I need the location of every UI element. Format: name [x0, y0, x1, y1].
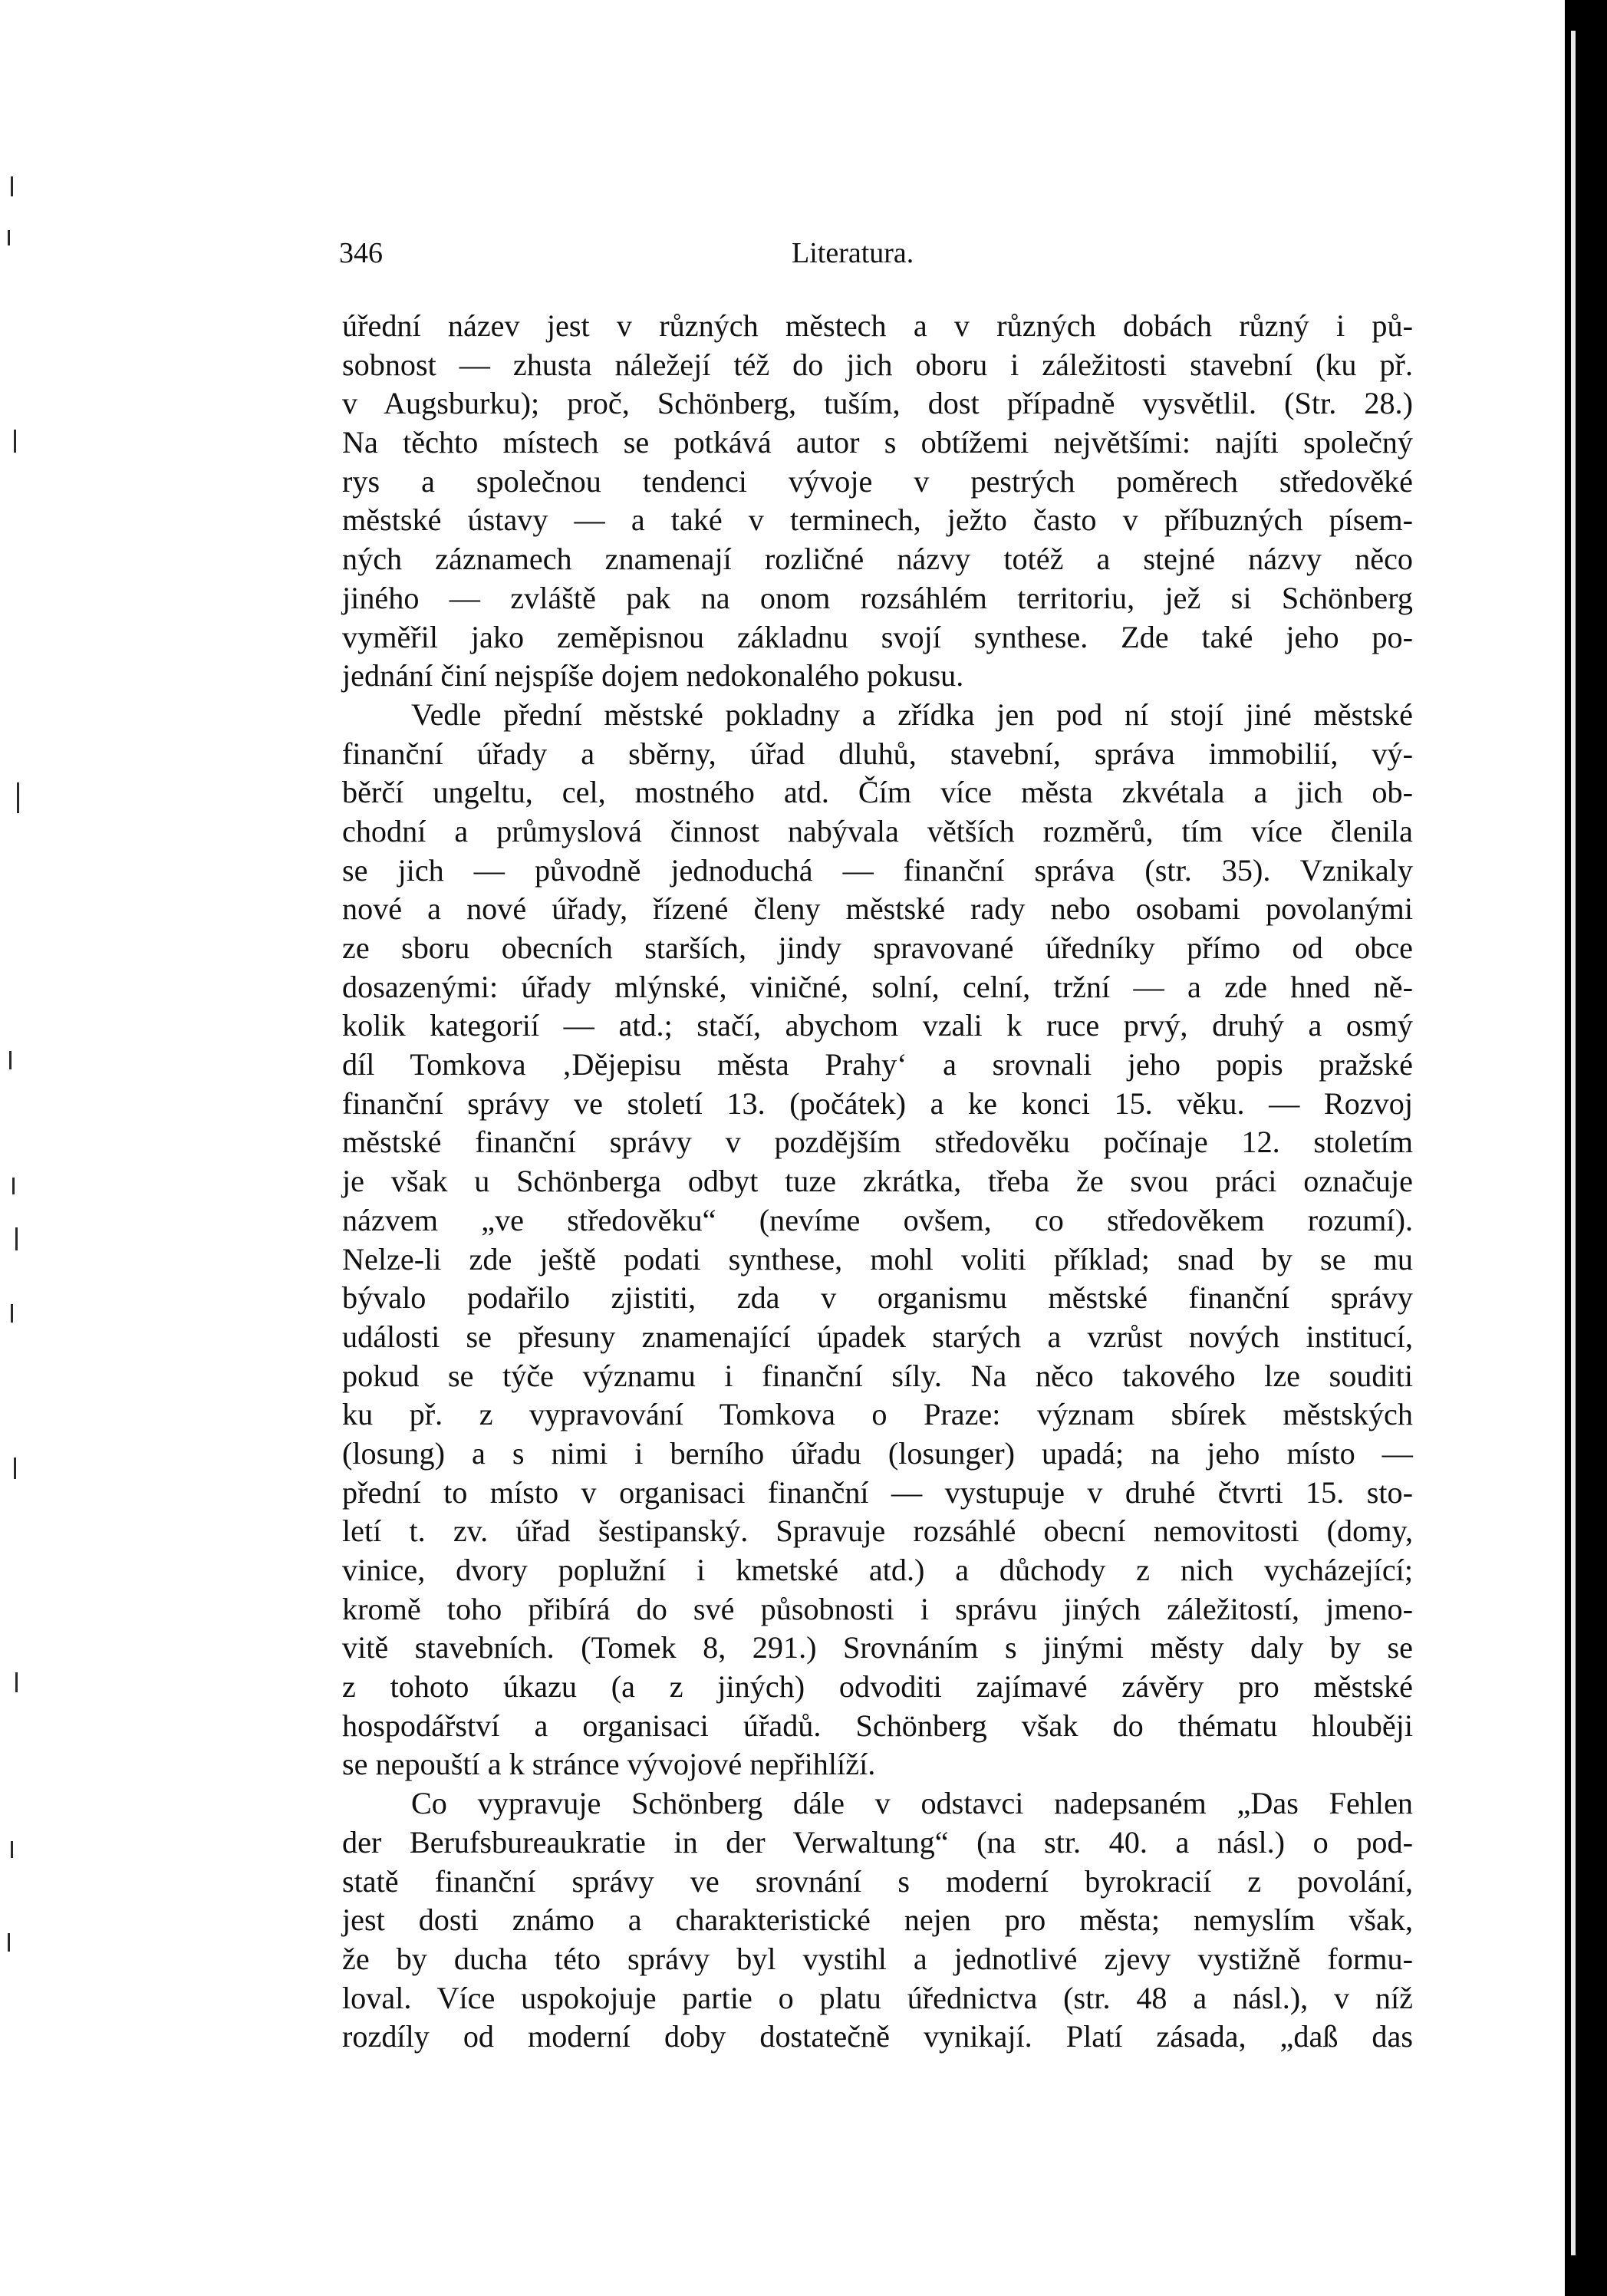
text-line: sobnost — zhusta náležejí též do jich oboru i záležitosti stavební (ku př.: [342, 347, 1413, 382]
text-line: městské finanční správy v pozdějším středověku počínaje 12. stoletím: [342, 1125, 1413, 1160]
text-line: vinice, dvory poplužní i kmetské atd.) a důchody z nich vycházející;: [342, 1553, 1413, 1587]
text-line: der Berufsbureaukratie in der Verwaltung“ (na str. 40. a násl.) o pod-: [342, 1824, 1413, 1860]
paragraph: [342, 307, 1413, 696]
text-line: ze sboru obecních starších, jindy spravované úředníky přímo od obce: [342, 931, 1413, 965]
running-title: Literatura.: [792, 237, 914, 269]
text-line: že by ducha této správy byl vystihl a jednotlivé zjevy vystižně formu-: [342, 1941, 1413, 1976]
text-line: rys a společnou tendenci vývoje v pestrých poměrech středověké: [342, 463, 1413, 499]
text-line: jednání činí nejspíše dojem nedokonalého pokusu.: [342, 658, 964, 693]
text-line: Vedle přední městské pokladny a zřídka jen pod ní stojí jiné městské: [411, 697, 1413, 732]
text-line: vitě stavebních. (Tomek 8, 291.) Srovnáním s jinými městy daly by se: [342, 1630, 1413, 1665]
text-line: v Augsburku); proč, Schönberg, tuším, dost případně vysvětlil. (Str. 28.): [342, 386, 1413, 421]
text-line: úřední název jest v různých městech a v různých dobách různý i pů-: [342, 308, 1413, 343]
text-line: je však u Schönberga odbyt tuze zkrátka, třeba že svou práci označuje: [342, 1164, 1413, 1199]
text-line: letí t. zv. úřad šestipanský. Spravuje rozsáhlé obecní nemovitosti (domy,: [342, 1514, 1413, 1549]
text-line: rozdíly od moderní doby dostatečně vynikají. Platí zásada, „daß das: [342, 2019, 1413, 2054]
text-line: události se přesuny znamenající úpadek starých a vzrůst nových institucí,: [342, 1319, 1413, 1354]
text-line: městské ústavy — a také v terminech, ježto často v příbuzných písem-: [342, 502, 1413, 538]
text-line: kromě toho přibírá do své působnosti i správu jiných záležitostí, jmeno-: [342, 1591, 1413, 1626]
text-line: ných záznamech znamenají rozličné názvy totéž a stejné názvy něco: [342, 542, 1413, 577]
text-line: ku př. z vypravování Tomkova o Praze: význam sbírek městských: [342, 1397, 1413, 1432]
text-line: dosazenými: úřady mlýnské, viničné, solní, celní, tržní — a zde hned ně-: [342, 969, 1413, 1004]
text-line: vyměřil jako zeměpisnou základnu svojí synthese. Zde také jeho po-: [342, 619, 1413, 654]
text-line: nové a nové úřady, řízené členy městské rady nebo osobami povolanými: [342, 891, 1413, 927]
text-line: chodní a průmyslová činnost nabývala větších rozměrů, tím více členila: [342, 813, 1413, 848]
paragraph: [342, 1784, 1413, 2057]
text-line: Na těchto místech se potkává autor s obtížemi největšími: najíti společný: [342, 425, 1413, 460]
text-line: názvem „ve středověku“ (nevíme ovšem, co středověkem rozumí).: [342, 1202, 1413, 1237]
text-line: (losung) a s nimi i berního úřadu (losunger) upadá; na jeho místo —: [342, 1435, 1413, 1471]
text-line: loval. Více uspokojuje partie o platu úřednictva (str. 48 a násl.), v níž: [342, 1980, 1413, 2015]
text-line: finanční úřady a sběrny, úřad dluhů, stavební, správa immobilií, vý-: [342, 736, 1413, 771]
text-line: se nepouští a k stránce vývojové nepřihlíží.: [342, 1747, 876, 1782]
text-line: Nelze-li zde ještě podati synthese, mohl voliti příklad; snad by se mu: [342, 1241, 1413, 1276]
article-body: [342, 307, 1413, 2057]
text-line: bývalo podařilo zjistiti, zda v organismu městské finanční správy: [342, 1280, 1413, 1316]
text-line: se jich — původně jednoduchá — finanční správa (str. 35). Vznikaly: [342, 852, 1413, 888]
text-line: přední to místo v organisaci finanční — vystupuje v druhé čtvrti 15. sto-: [342, 1474, 1413, 1510]
text-line: finanční správy ve století 13. (počátek) a ke konci 15. věku. — Rozvoj: [342, 1085, 1413, 1121]
scan-margin-marks: [0, 0, 46, 2296]
paragraph: [342, 696, 1413, 1784]
text-line: díl Tomkova ‚Dějepisu města Prahy‘ a srovnali jeho popis pražské: [342, 1047, 1413, 1082]
scan-right-edge-strip: [1571, 31, 1576, 2255]
text-line: kolik kategorií — atd.; stačí, abychom vzali k ruce prvý, druhý a osmý: [342, 1008, 1413, 1043]
text-line: z tohoto úkazu (a z jiných) odvoditi zajímavé závěry pro městské: [342, 1669, 1413, 1705]
text-line: Co vypravuje Schönberg dále v odstavci nadepsaném „Das Fehlen: [411, 1786, 1413, 1821]
page-number: 346: [339, 237, 383, 269]
running-head: [339, 236, 1408, 282]
text-line: jest dosti známo a charakteristické nejen pro města; nemyslím však,: [342, 1902, 1413, 1938]
text-line: hospodářství a organisaci úřadů. Schönberg však do thématu hlouběji: [342, 1708, 1413, 1743]
text-line: běrčí ungeltu, cel, mostného atd. Čím více města zkvétala a jich ob-: [342, 775, 1413, 810]
text-line: statě finanční správy ve srovnání s moderní byrokracií z povolání,: [342, 1863, 1413, 1899]
text-line: jiného — zvláště pak na onom rozsáhlém territoriu, jež si Schönberg: [342, 580, 1413, 615]
text-line: pokud se týče významu i finanční síly. Na něco takového lze souditi: [342, 1358, 1413, 1393]
